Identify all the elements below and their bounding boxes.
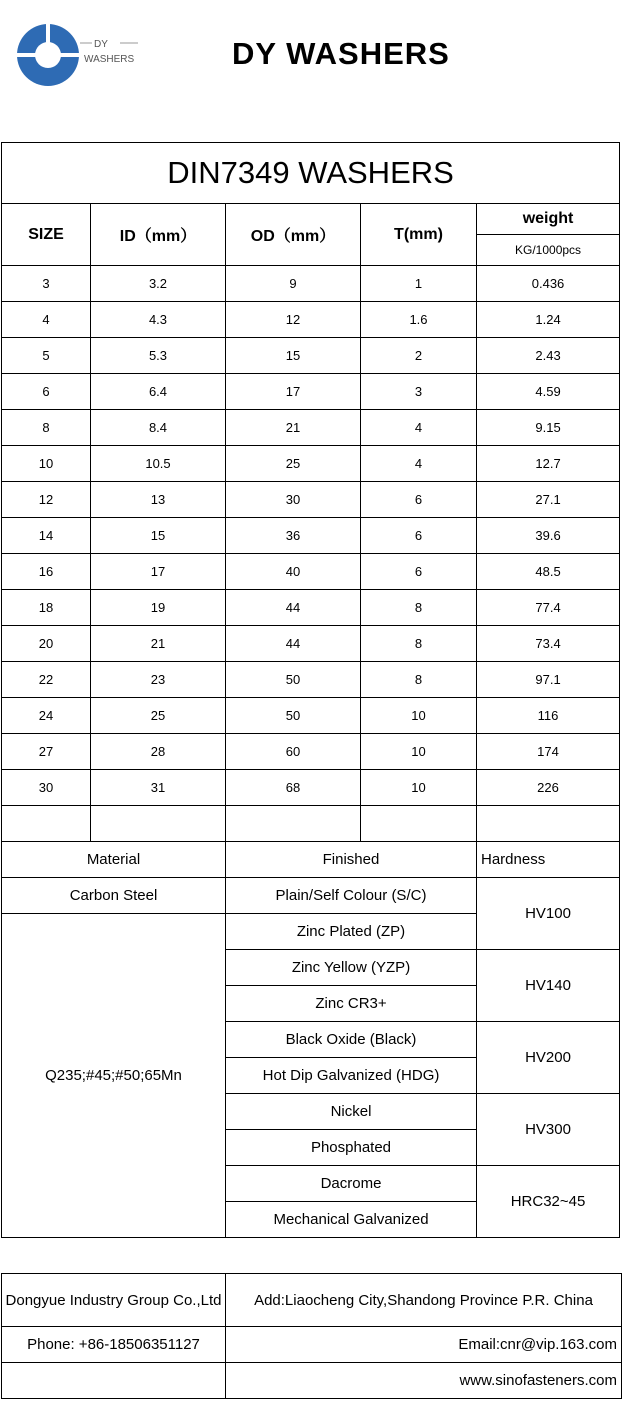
cell-weight: 48.5	[477, 554, 620, 590]
hardness-value: HV300	[477, 1094, 620, 1166]
cell-size: 4	[2, 302, 91, 338]
cell-t: 6	[361, 554, 477, 590]
cell-id: 15	[91, 518, 226, 554]
cell-t: 3	[361, 374, 477, 410]
cell-id: 6.4	[91, 374, 226, 410]
cell-size: 27	[2, 734, 91, 770]
table-row	[2, 482, 620, 518]
empty-cell	[2, 1363, 226, 1399]
material-grades: Q235;#45;#50;65Mn	[2, 914, 226, 1238]
cell-od: 12	[226, 302, 361, 338]
finish-item: Zinc Yellow (YZP)	[226, 950, 477, 986]
table-row	[2, 410, 620, 446]
header-size: SIZE	[2, 204, 91, 266]
cell-size: 24	[2, 698, 91, 734]
cell-weight: 2.43	[477, 338, 620, 374]
table-row	[2, 446, 620, 482]
cell-od: 50	[226, 698, 361, 734]
cell-t: 8	[361, 590, 477, 626]
empty-cell	[361, 806, 477, 842]
cell-weight: 0.436	[477, 266, 620, 302]
cell-t: 8	[361, 662, 477, 698]
table-row	[2, 698, 620, 734]
cell-od: 50	[226, 662, 361, 698]
cell-t: 6	[361, 482, 477, 518]
finish-item: Nickel	[226, 1094, 477, 1130]
cell-od: 17	[226, 374, 361, 410]
cell-od: 40	[226, 554, 361, 590]
cell-id: 13	[91, 482, 226, 518]
finish-item: Plain/Self Colour (S/C)	[226, 878, 477, 914]
table-row	[2, 662, 620, 698]
cell-size: 30	[2, 770, 91, 806]
company-logo	[16, 22, 140, 88]
material-label: Material	[2, 842, 226, 878]
cell-t: 4	[361, 410, 477, 446]
washer-logo-icon	[16, 22, 80, 86]
cell-size: 12	[2, 482, 91, 518]
cell-od: 44	[226, 590, 361, 626]
cell-t: 1	[361, 266, 477, 302]
hardness-value: HV100	[477, 878, 620, 950]
cell-weight: 77.4	[477, 590, 620, 626]
cell-weight: 27.1	[477, 482, 620, 518]
cell-od: 68	[226, 770, 361, 806]
cell-id: 25	[91, 698, 226, 734]
cell-weight: 73.4	[477, 626, 620, 662]
cell-od: 25	[226, 446, 361, 482]
cell-id: 5.3	[91, 338, 226, 374]
table-row	[2, 626, 620, 662]
cell-t: 8	[361, 626, 477, 662]
cell-od: 21	[226, 410, 361, 446]
cell-size: 20	[2, 626, 91, 662]
cell-id: 8.4	[91, 410, 226, 446]
finish-item: Zinc CR3+	[226, 986, 477, 1022]
cell-id: 4.3	[91, 302, 226, 338]
hardness-value: HV200	[477, 1022, 620, 1094]
cell-weight: 12.7	[477, 446, 620, 482]
empty-cell	[91, 806, 226, 842]
table-row	[2, 374, 620, 410]
hardness-value: HRC32~45	[477, 1166, 620, 1238]
header-weight-unit: KG/1000pcs	[477, 235, 620, 266]
cell-size: 8	[2, 410, 91, 446]
hardness-label: Hardness	[477, 842, 620, 878]
cell-size: 16	[2, 554, 91, 590]
cell-size: 18	[2, 590, 91, 626]
cell-size: 10	[2, 446, 91, 482]
cell-t: 1.6	[361, 302, 477, 338]
cell-id: 19	[91, 590, 226, 626]
company-name: Dongyue Industry Group Co.,Ltd	[2, 1274, 226, 1327]
cell-size: 14	[2, 518, 91, 554]
cell-id: 3.2	[91, 266, 226, 302]
page-title: DY WASHERS	[232, 36, 450, 71]
company-phone: Phone: +86-18506351127	[2, 1327, 226, 1363]
table-row	[2, 302, 620, 338]
cell-t: 10	[361, 698, 477, 734]
cell-size: 5	[2, 338, 91, 374]
cell-id: 28	[91, 734, 226, 770]
table-row	[2, 266, 620, 302]
header-t: T(mm)	[361, 204, 477, 266]
din7349-table	[1, 142, 620, 1238]
cell-weight: 39.6	[477, 518, 620, 554]
cell-od: 15	[226, 338, 361, 374]
empty-cell	[226, 806, 361, 842]
finished-label: Finished	[226, 842, 477, 878]
finish-item: Phosphated	[226, 1130, 477, 1166]
table-row	[2, 554, 620, 590]
cell-t: 4	[361, 446, 477, 482]
cell-weight: 97.1	[477, 662, 620, 698]
header-od: OD（mm）	[226, 204, 361, 266]
empty-cell	[2, 806, 91, 842]
cell-od: 30	[226, 482, 361, 518]
hardness-value: HV140	[477, 950, 620, 1022]
cell-weight: 174	[477, 734, 620, 770]
cell-id: 17	[91, 554, 226, 590]
company-email: Email:cnr@vip.163.com	[226, 1327, 622, 1363]
cell-id: 23	[91, 662, 226, 698]
cell-size: 6	[2, 374, 91, 410]
empty-cell	[477, 806, 620, 842]
finish-item: Hot Dip Galvanized (HDG)	[226, 1058, 477, 1094]
table-body	[2, 266, 620, 806]
cell-od: 44	[226, 626, 361, 662]
cell-od: 60	[226, 734, 361, 770]
table-row	[2, 518, 620, 554]
cell-weight: 226	[477, 770, 620, 806]
cell-od: 36	[226, 518, 361, 554]
cell-od: 9	[226, 266, 361, 302]
finish-item: Dacrome	[226, 1166, 477, 1202]
cell-weight: 1.24	[477, 302, 620, 338]
table-row	[2, 590, 620, 626]
cell-id: 21	[91, 626, 226, 662]
cell-t: 6	[361, 518, 477, 554]
logo-text-dy: DY	[94, 39, 108, 50]
cell-t: 10	[361, 734, 477, 770]
cell-size: 22	[2, 662, 91, 698]
material-carbon-steel: Carbon Steel	[2, 878, 226, 914]
header-weight: weight	[477, 204, 620, 235]
cell-size: 3	[2, 266, 91, 302]
table-row	[2, 338, 620, 374]
table-row	[2, 734, 620, 770]
table-row	[2, 770, 620, 806]
header-id: ID（mm）	[91, 204, 226, 266]
contact-table	[1, 1273, 622, 1399]
finish-item: Zinc Plated (ZP)	[226, 914, 477, 950]
finish-item: Mechanical Galvanized	[226, 1202, 477, 1238]
logo-text-washers: WASHERS	[84, 54, 135, 65]
company-website: www.sinofasteners.com	[226, 1363, 622, 1399]
company-address: Add:Liaocheng City,Shandong Province P.R. China	[226, 1274, 622, 1327]
cell-weight: 116	[477, 698, 620, 734]
finish-item: Black Oxide (Black)	[226, 1022, 477, 1058]
table-title: DIN7349 WASHERS	[2, 143, 620, 204]
cell-weight: 9.15	[477, 410, 620, 446]
cell-weight: 4.59	[477, 374, 620, 410]
cell-t: 10	[361, 770, 477, 806]
cell-id: 31	[91, 770, 226, 806]
cell-t: 2	[361, 338, 477, 374]
cell-id: 10.5	[91, 446, 226, 482]
